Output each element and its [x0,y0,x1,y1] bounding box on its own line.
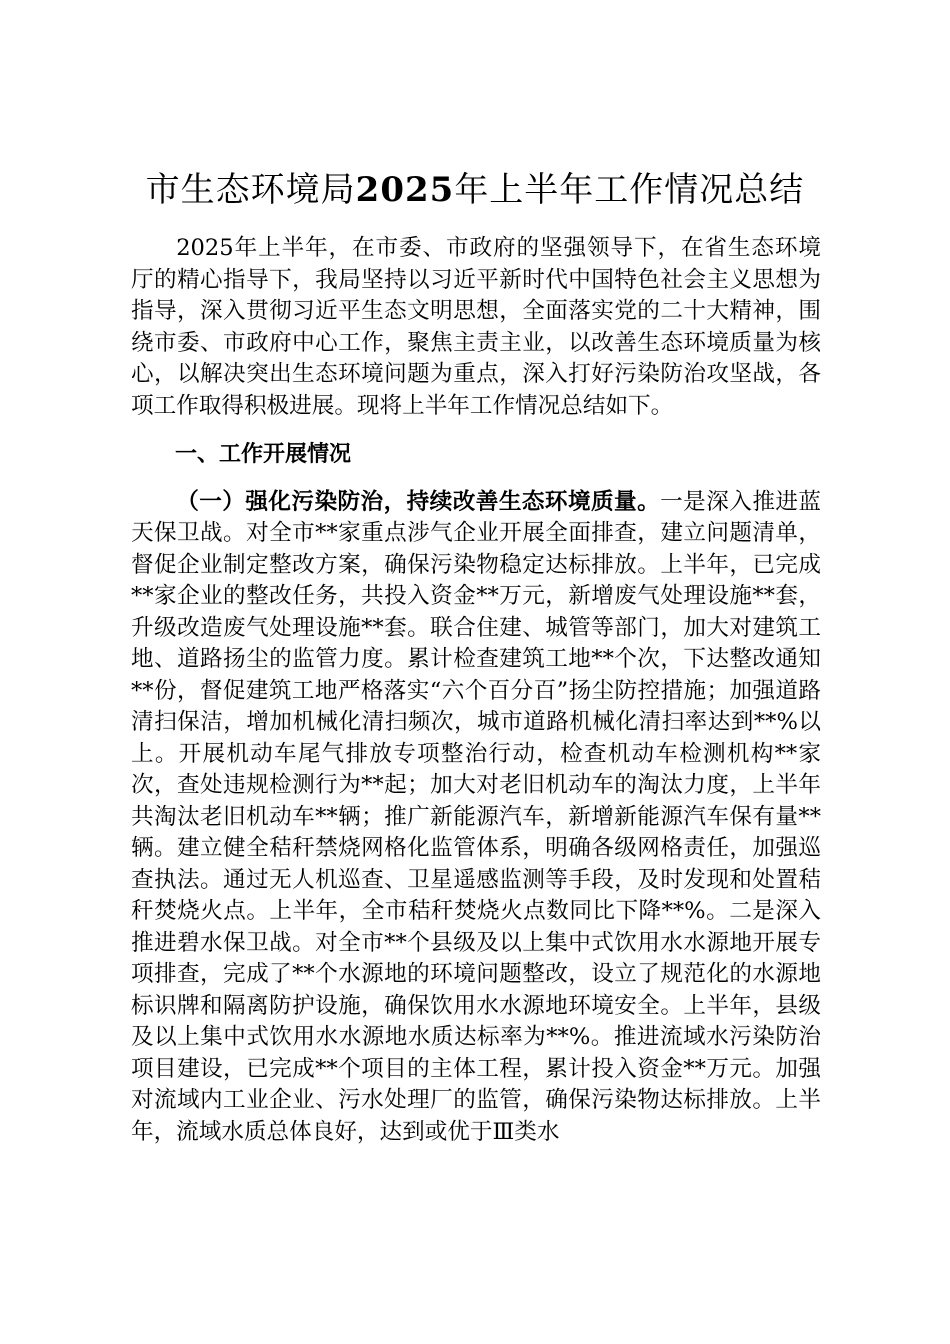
sub-section-body: 一是深入推进蓝天保卫战。对全市**家重点涉气企业开展全面排查，建立问题清单，督促企业制定整改方案，确保污染物稳定达标排放。上半年，已完成**家企业的整改任务，共投入资金**万元，新增废气处理设施**套，升级改造废气处理设施**套。联合住建、城管等部门，加大对建筑工地、道路扬尘的监管力度。累计检查建筑工地**个次，下达整改通知**份，督促建筑工地严格落实“六个百分百”扬尘防控措施；加强道路清扫保洁，增加机械化清扫频次，城市道路机械化清扫率达到**%以上。开展机动车尾气排放专项整治行动，检查机动车检测机构**家次，查处违规检测行为**起；加大对老旧机动车的淘汰力度，上半年共淘汰老旧机动车**辆；推广新能源汽车，新增新能源汽车保有量**辆。建立健全秸秆禁烧网格化监管体系，明确各级网格责任，加强巡查执法。通过无人机巡查、卫星遥感监测等手段，及时发现和处置秸秆焚烧火点。上半年，全市秸秆焚烧火点数同比下降**%。二是深入推进碧水保卫战。对全市**个县级及以上集中式饮用水水源地开展专项排查，完成了**个水源地的环境问题整改，设立了规范化的水源地标识牌和隔离防护设施，确保饮用水水源地环境安全。上半年，县级及以上集中式饮用水水源地水质达标率为**%。推进流域水污染防治项目建设，已完成**个项目的主体工程，累计投入资金**万元。加强对流域内工业企业、污水处理厂的监管，确保污染物达标排放。上半年，流域水质总体良好，达到或优于Ⅲ类水 [131,488,822,1145]
sub-section-paragraph [131,487,821,1149]
document-title [0,164,950,216]
intro-paragraph: 2025年上半年，在市委、市政府的坚强领导下，在省生态环境厅的精心指导下，我局坚持以习近平新时代中国特色社会主义思想为指导，深入贯彻习近平生态文明思想，全面落实党的二十大精神，围绕市委、市政府中心工作，聚焦主责主业，以改善生态环境质量为核心，以解决突出生态环境问题为重点，深入打好污染防治攻坚战，各项工作取得积极进展。现将上半年工作情况总结如下。 [131,235,821,419]
title-year: 2025 [355,170,455,210]
title-prefix: 市生态环境局 [145,170,356,210]
sub-section-heading: （一）强化污染防治，持续改善生态环境质量。 [176,488,661,515]
document-body [131,233,821,1148]
section-heading: 一、工作开展情况 [175,442,352,467]
title-suffix: 年上半年工作情况总结 [454,170,805,210]
